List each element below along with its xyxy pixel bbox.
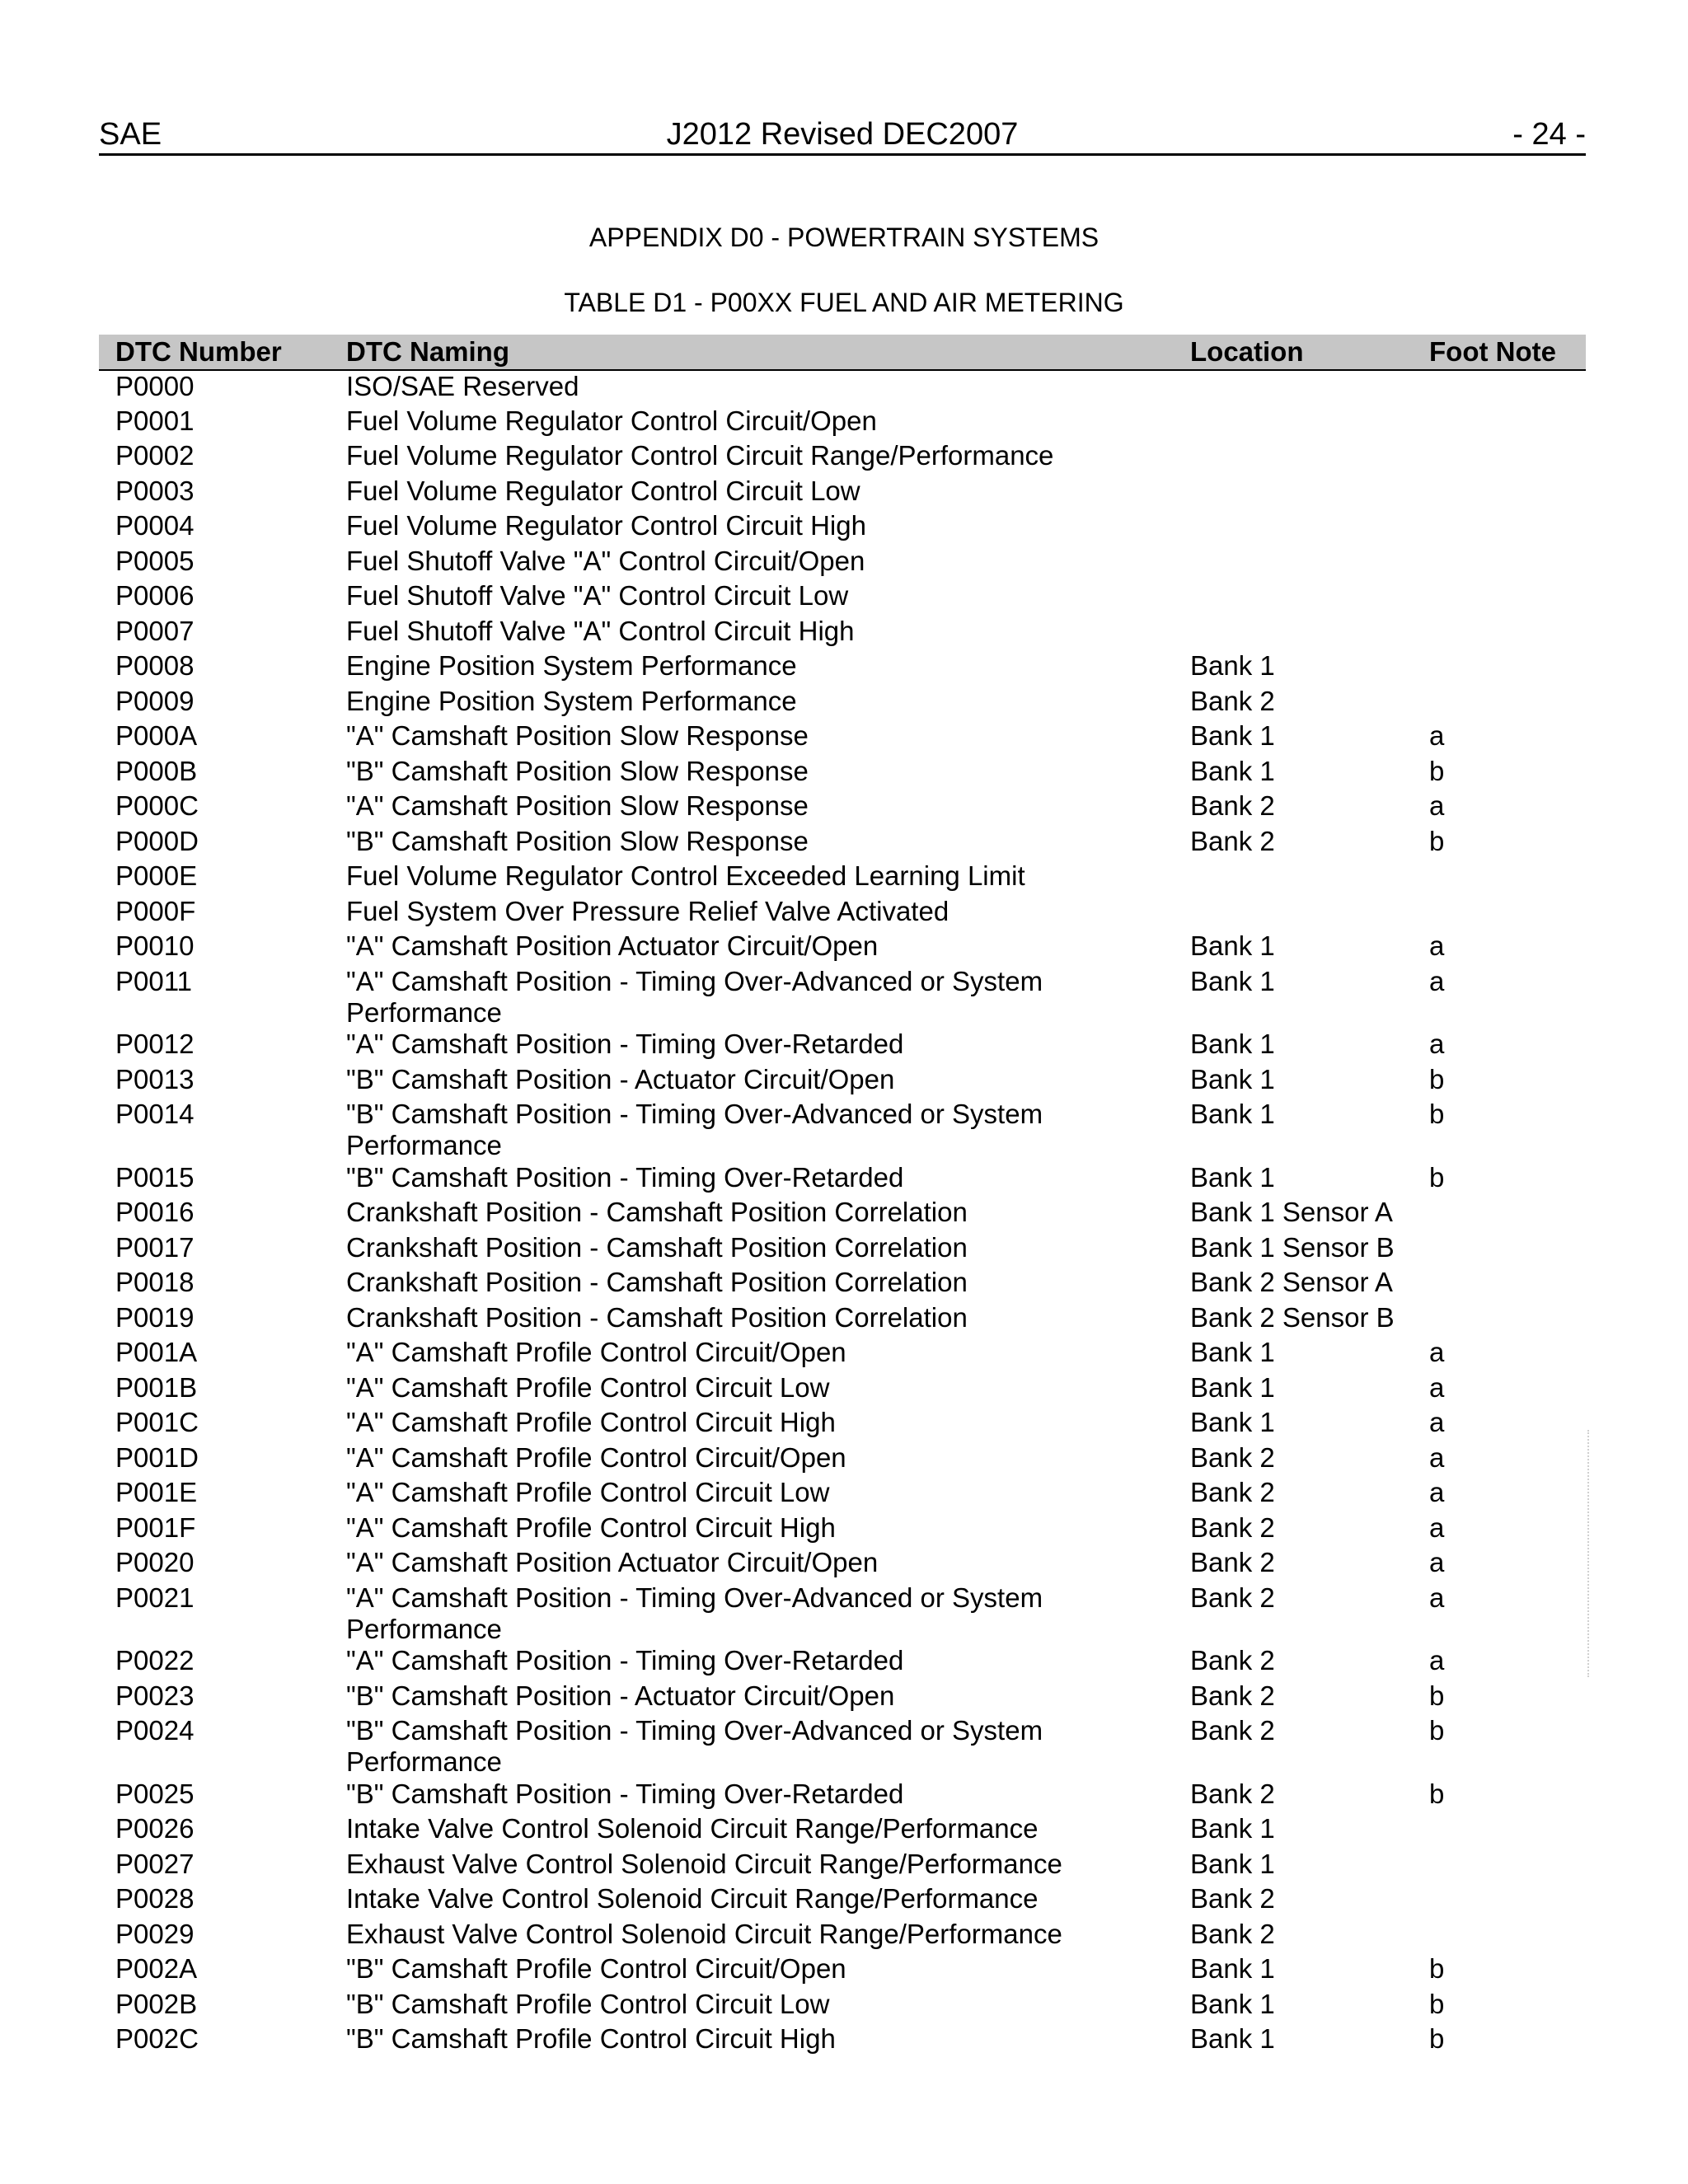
dtc-naming-text: "A" Camshaft Profile Control Circuit High bbox=[346, 1407, 836, 1437]
table-row bbox=[99, 1372, 1586, 1408]
table-row bbox=[99, 966, 1586, 1029]
table-row bbox=[99, 790, 1586, 826]
dtc-naming-text: "A" Camshaft Position Slow Response bbox=[346, 720, 809, 751]
location-cell: Bank 2 bbox=[1190, 825, 1275, 856]
dtc-naming-cell bbox=[346, 1645, 1190, 1680]
foot-note-cell: b bbox=[1429, 1063, 1445, 1094]
dtc-naming-cell bbox=[346, 1267, 1190, 1302]
header-page-number: - 24 - bbox=[1512, 117, 1586, 152]
dtc-naming-text: Exhaust Valve Control Solenoid Circuit Range/Performance bbox=[346, 1848, 1062, 1879]
location-cell: Bank 1 bbox=[1190, 1848, 1275, 1879]
dtc-naming-cell bbox=[346, 440, 1190, 476]
table-row bbox=[99, 1337, 1586, 1372]
location-cell: Bank 2 Sensor A bbox=[1190, 1267, 1393, 1297]
dtc-number-cell: P0022 bbox=[115, 1645, 195, 1675]
dtc-naming-cell bbox=[346, 476, 1190, 511]
dtc-number-cell: P001E bbox=[115, 1477, 198, 1507]
foot-note-cell bbox=[1429, 896, 1586, 931]
location-cell bbox=[1190, 616, 1429, 651]
location-cell: Bank 1 bbox=[1190, 1988, 1275, 2019]
table-row bbox=[99, 1407, 1586, 1442]
dtc-naming-text: Fuel Shutoff Valve "A" Control Circuit Low bbox=[346, 580, 849, 611]
dtc-naming-cell bbox=[346, 2023, 1190, 2059]
foot-note-cell: a bbox=[1429, 1645, 1445, 1675]
foot-note-cell: a bbox=[1429, 965, 1445, 996]
location-cell: Bank 2 bbox=[1190, 790, 1275, 821]
location-cell: Bank 2 bbox=[1190, 1511, 1275, 1543]
foot-note-cell: b bbox=[1429, 1099, 1445, 1129]
foot-note-cell bbox=[1429, 405, 1586, 441]
dtc-naming-cell bbox=[346, 1302, 1190, 1338]
dtc-naming-cell bbox=[346, 1680, 1190, 1716]
dtc-naming-text: "B" Camshaft Profile Control Circuit High bbox=[346, 2023, 836, 2054]
table-row bbox=[99, 1883, 1586, 1919]
dtc-naming-text: ISO/SAE Reserved bbox=[346, 371, 579, 401]
location-cell: Bank 1 bbox=[1190, 965, 1275, 996]
dtc-number-cell: P001A bbox=[115, 1337, 198, 1367]
table-row bbox=[99, 756, 1586, 791]
dtc-naming-text: "B" Camshaft Position - Timing Over-Advanced or System bbox=[346, 1099, 1043, 1129]
dtc-number-cell: P000C bbox=[115, 790, 199, 821]
dtc-number-cell: P0000 bbox=[115, 371, 195, 401]
dtc-naming-text: Crankshaft Position - Camshaft Position Correlation bbox=[346, 1231, 968, 1263]
dtc-naming-cell bbox=[346, 1779, 1190, 1814]
foot-note-cell: a bbox=[1429, 720, 1445, 751]
dtc-number-cell: P0017 bbox=[115, 1231, 195, 1263]
table-row bbox=[99, 1267, 1586, 1302]
dtc-naming-cell bbox=[346, 1547, 1190, 1582]
location-cell: Bank 2 bbox=[1190, 1680, 1275, 1711]
location-cell: Bank 1 Sensor A bbox=[1190, 1197, 1393, 1227]
table-row bbox=[99, 720, 1586, 756]
foot-note-cell bbox=[1429, 686, 1586, 721]
dtc-naming-cell bbox=[346, 720, 1190, 756]
dtc-naming-text: "A" Camshaft Position Actuator Circuit/Open bbox=[346, 930, 879, 961]
foot-note-cell bbox=[1429, 650, 1586, 686]
dtc-number-cell: P0025 bbox=[115, 1778, 195, 1809]
page-header bbox=[99, 115, 1586, 156]
dtc-naming-text: "A" Camshaft Profile Control Circuit/Open bbox=[346, 1337, 846, 1367]
dtc-naming-text: Fuel Volume Regulator Control Exceeded Learning Limit bbox=[346, 860, 1025, 891]
foot-note-cell: b bbox=[1429, 1715, 1445, 1746]
dtc-number-cell: P0016 bbox=[115, 1197, 195, 1227]
dtc-naming-text: "B" Camshaft Position Slow Response bbox=[346, 755, 809, 786]
table-row bbox=[99, 930, 1586, 966]
location-cell: Bank 2 bbox=[1190, 1477, 1275, 1507]
dtc-number-cell: P0010 bbox=[115, 930, 195, 961]
table-row bbox=[99, 860, 1586, 896]
dtc-number-cell: P0019 bbox=[115, 1301, 195, 1333]
column-header-dtc-number: DTC Number bbox=[99, 335, 346, 370]
dtc-naming-cell bbox=[346, 790, 1190, 826]
table-row bbox=[99, 510, 1586, 546]
dtc-naming-text: "A" Camshaft Position Actuator Circuit/Open bbox=[346, 1547, 879, 1577]
table-row bbox=[99, 1919, 1586, 1954]
dtc-number-cell: P0008 bbox=[115, 650, 195, 681]
dtc-naming-text: "B" Camshaft Profile Control Circuit/Open bbox=[346, 1953, 846, 1984]
dtc-naming-cell bbox=[346, 1372, 1190, 1408]
dtc-number-cell: P000E bbox=[115, 860, 198, 891]
table-row bbox=[99, 1232, 1586, 1268]
table-row bbox=[99, 1064, 1586, 1099]
dtc-naming-text: "A" Camshaft Position - Timing Over-Advanced or System bbox=[346, 965, 1043, 996]
location-cell: Bank 2 bbox=[1190, 1778, 1275, 1809]
foot-note-cell: b bbox=[1429, 1778, 1445, 1809]
dtc-naming-cell bbox=[346, 1919, 1190, 1954]
table-row bbox=[99, 1645, 1586, 1680]
table-row bbox=[99, 476, 1586, 511]
dtc-naming-text: "A" Camshaft Profile Control Circuit High bbox=[346, 1511, 836, 1543]
dtc-naming-text: Intake Valve Control Solenoid Circuit Range/Performance bbox=[346, 1883, 1039, 1914]
dtc-number-cell: P0015 bbox=[115, 1161, 195, 1193]
table-row bbox=[99, 1813, 1586, 1849]
dtc-naming-text: Fuel Volume Regulator Control Circuit High bbox=[346, 510, 866, 541]
table-row bbox=[99, 1162, 1586, 1197]
dtc-number-cell: P000A bbox=[115, 720, 198, 751]
foot-note-cell: a bbox=[1429, 790, 1445, 821]
dtc-naming-text: Fuel System Over Pressure Relief Valve Activated bbox=[346, 895, 950, 926]
dtc-naming-cell bbox=[346, 405, 1190, 441]
dtc-number-cell: P001C bbox=[115, 1407, 199, 1437]
foot-note-cell bbox=[1429, 1883, 1586, 1919]
foot-note-cell: b bbox=[1429, 1161, 1445, 1193]
table-row bbox=[99, 580, 1586, 616]
table-row bbox=[99, 1302, 1586, 1338]
location-cell: Bank 1 bbox=[1190, 1337, 1275, 1367]
foot-note-cell: a bbox=[1429, 1441, 1445, 1473]
column-header-location: Location bbox=[1190, 335, 1429, 370]
location-cell: Bank 2 bbox=[1190, 1582, 1275, 1613]
table-body bbox=[99, 370, 1586, 2059]
dtc-number-cell: P000B bbox=[115, 755, 198, 786]
dtc-number-cell: P0028 bbox=[115, 1883, 195, 1914]
dtc-naming-cell bbox=[346, 1582, 1190, 1646]
dtc-naming-text: Fuel Volume Regulator Control Circuit/Open bbox=[346, 405, 877, 436]
foot-note-cell: a bbox=[1429, 1582, 1445, 1613]
header-document-id: J2012 Revised DEC2007 bbox=[666, 117, 1019, 152]
dtc-naming-cell bbox=[346, 1029, 1190, 1064]
location-cell bbox=[1190, 896, 1429, 931]
foot-note-cell: b bbox=[1429, 1953, 1445, 1984]
dtc-number-cell: P0011 bbox=[115, 965, 192, 996]
table-row bbox=[99, 1547, 1586, 1582]
dtc-naming-cell bbox=[346, 1442, 1190, 1478]
header-org: SAE bbox=[99, 117, 162, 152]
table-row bbox=[99, 686, 1586, 721]
dtc-number-cell: P000F bbox=[115, 895, 196, 926]
dtc-number-cell: P0006 bbox=[115, 580, 195, 611]
location-cell bbox=[1190, 476, 1429, 511]
foot-note-cell: b bbox=[1429, 825, 1445, 856]
dtc-naming-text: Fuel Volume Regulator Control Circuit Low bbox=[346, 475, 860, 506]
dtc-naming-cell bbox=[346, 1715, 1190, 1779]
dtc-number-cell: P0003 bbox=[115, 475, 195, 506]
location-cell: Bank 1 bbox=[1190, 2023, 1275, 2054]
dtc-naming-text: "B" Camshaft Position - Timing Over-Retarded bbox=[346, 1161, 904, 1193]
dtc-naming-cell bbox=[346, 650, 1190, 686]
location-cell bbox=[1190, 580, 1429, 616]
dtc-naming-text: "A" Camshaft Profile Control Circuit Low bbox=[346, 1371, 830, 1403]
location-cell: Bank 1 Sensor B bbox=[1190, 1231, 1395, 1263]
foot-note-cell bbox=[1429, 1813, 1586, 1849]
table-row bbox=[99, 370, 1586, 405]
dtc-number-cell: P0029 bbox=[115, 1918, 195, 1949]
dtc-number-cell: P0018 bbox=[115, 1267, 195, 1297]
dtc-naming-cell bbox=[346, 1849, 1190, 1884]
dtc-naming-cell bbox=[346, 686, 1190, 721]
dtc-naming-continuation: Performance bbox=[346, 1613, 502, 1644]
table-row bbox=[99, 1197, 1586, 1232]
table-header bbox=[99, 335, 1586, 370]
table-row bbox=[99, 826, 1586, 861]
table-row bbox=[99, 1680, 1586, 1716]
dtc-naming-text: "A" Camshaft Position - Timing Over-Retarded bbox=[346, 1645, 904, 1675]
table-row bbox=[99, 650, 1586, 686]
table-row bbox=[99, 1442, 1586, 1478]
dtc-number-cell: P000D bbox=[115, 825, 199, 856]
dtc-naming-continuation: Performance bbox=[346, 1746, 502, 1777]
dtc-naming-cell bbox=[346, 370, 1190, 405]
dtc-number-cell: P0026 bbox=[115, 1813, 195, 1844]
location-cell: Bank 2 Sensor B bbox=[1190, 1301, 1395, 1333]
dtc-naming-text: "A" Camshaft Profile Control Circuit/Open bbox=[346, 1441, 846, 1473]
dtc-naming-text: Crankshaft Position - Camshaft Position Correlation bbox=[346, 1197, 968, 1227]
location-cell: Bank 1 bbox=[1190, 1099, 1275, 1129]
dtc-number-cell: P001D bbox=[115, 1441, 199, 1473]
foot-note-cell: a bbox=[1429, 1477, 1445, 1507]
location-cell: Bank 1 bbox=[1190, 1407, 1275, 1437]
dtc-naming-text: Fuel Shutoff Valve "A" Control Circuit/Open bbox=[346, 545, 865, 576]
dtc-naming-cell bbox=[346, 1162, 1190, 1197]
location-cell: Bank 1 bbox=[1190, 755, 1275, 786]
location-cell: Bank 2 bbox=[1190, 1645, 1275, 1675]
dtc-naming-cell bbox=[346, 826, 1190, 861]
dtc-number-cell: P0020 bbox=[115, 1547, 195, 1577]
table-row bbox=[99, 1512, 1586, 1548]
dtc-number-cell: P0027 bbox=[115, 1848, 195, 1879]
dtc-naming-cell bbox=[346, 1099, 1190, 1162]
dtc-naming-cell bbox=[346, 966, 1190, 1029]
dtc-number-cell: P0005 bbox=[115, 545, 195, 576]
dtc-naming-text: Fuel Shutoff Valve "A" Control Circuit High bbox=[346, 615, 855, 646]
location-cell: Bank 2 bbox=[1190, 1547, 1275, 1577]
location-cell bbox=[1190, 370, 1429, 405]
location-cell: Bank 2 bbox=[1190, 685, 1275, 716]
dtc-naming-text: "B" Camshaft Position - Actuator Circuit/Open bbox=[346, 1063, 895, 1094]
dtc-naming-cell bbox=[346, 756, 1190, 791]
table-row bbox=[99, 616, 1586, 651]
column-header-dtc-naming: DTC Naming bbox=[346, 335, 1190, 370]
location-cell bbox=[1190, 510, 1429, 546]
location-cell: Bank 1 bbox=[1190, 1029, 1275, 1059]
foot-note-cell: b bbox=[1429, 2023, 1445, 2054]
location-cell: Bank 2 bbox=[1190, 1715, 1275, 1746]
column-header-foot-note: Foot Note bbox=[1429, 335, 1586, 370]
table-row bbox=[99, 546, 1586, 581]
table-row bbox=[99, 1099, 1586, 1162]
table-row bbox=[99, 896, 1586, 931]
dtc-naming-text: Fuel Volume Regulator Control Circuit Range/Performance bbox=[346, 440, 1054, 471]
table-title: TABLE D1 - P00XX FUEL AND AIR METERING bbox=[564, 288, 1124, 317]
location-cell: Bank 2 bbox=[1190, 1441, 1275, 1473]
dtc-number-cell: P0021 bbox=[115, 1582, 195, 1613]
table-header-row bbox=[99, 335, 1586, 370]
dtc-naming-cell bbox=[346, 1232, 1190, 1268]
location-cell: Bank 2 bbox=[1190, 1883, 1275, 1914]
foot-note-cell: a bbox=[1429, 1029, 1445, 1059]
foot-note-cell bbox=[1429, 860, 1586, 896]
dtc-number-cell: P0013 bbox=[115, 1063, 195, 1094]
dtc-naming-cell bbox=[346, 1064, 1190, 1099]
foot-note-cell bbox=[1429, 476, 1586, 511]
dtc-number-cell: P002A bbox=[115, 1953, 198, 1984]
dtc-naming-text: "A" Camshaft Position - Timing Over-Advanced or System bbox=[346, 1582, 1043, 1613]
table-row bbox=[99, 1989, 1586, 2024]
table-row bbox=[99, 405, 1586, 441]
dtc-naming-cell bbox=[346, 1989, 1190, 2024]
dtc-naming-cell bbox=[346, 1512, 1190, 1548]
location-cell: Bank 1 bbox=[1190, 930, 1275, 961]
dtc-number-cell: P0002 bbox=[115, 440, 195, 471]
dtc-naming-cell bbox=[346, 510, 1190, 546]
foot-note-cell: b bbox=[1429, 1988, 1445, 2019]
dtc-naming-cell bbox=[346, 1813, 1190, 1849]
location-cell: Bank 1 bbox=[1190, 1161, 1275, 1193]
foot-note-cell bbox=[1429, 1232, 1586, 1268]
dtc-naming-cell bbox=[346, 1337, 1190, 1372]
dtc-number-cell: P0009 bbox=[115, 685, 195, 716]
dtc-naming-cell bbox=[346, 1477, 1190, 1512]
foot-note-cell bbox=[1429, 546, 1586, 581]
location-cell: Bank 1 bbox=[1190, 650, 1275, 681]
dtc-naming-cell bbox=[346, 616, 1190, 651]
location-cell bbox=[1190, 405, 1429, 441]
foot-note-cell bbox=[1429, 370, 1586, 405]
dtc-table bbox=[99, 335, 1586, 2059]
foot-note-cell bbox=[1429, 616, 1586, 651]
location-cell: Bank 1 bbox=[1190, 1953, 1275, 1984]
dtc-naming-text: Crankshaft Position - Camshaft Position Correlation bbox=[346, 1267, 968, 1297]
dtc-number-cell: P0012 bbox=[115, 1029, 195, 1059]
dtc-number-cell: P002C bbox=[115, 2023, 199, 2054]
foot-note-cell bbox=[1429, 440, 1586, 476]
dtc-naming-text: "B" Camshaft Position - Timing Over-Retarded bbox=[346, 1778, 904, 1809]
dtc-naming-text: "B" Camshaft Profile Control Circuit Low bbox=[346, 1988, 830, 2019]
foot-note-cell bbox=[1429, 1849, 1586, 1884]
foot-note-cell: a bbox=[1429, 1337, 1445, 1367]
dtc-naming-text: Intake Valve Control Solenoid Circuit Range/Performance bbox=[346, 1813, 1039, 1844]
foot-note-cell: a bbox=[1429, 1511, 1445, 1543]
location-cell: Bank 1 bbox=[1190, 720, 1275, 751]
dtc-naming-cell bbox=[346, 896, 1190, 931]
dtc-naming-text: "A" Camshaft Position Slow Response bbox=[346, 790, 809, 821]
table-row bbox=[99, 1953, 1586, 1989]
dtc-naming-cell bbox=[346, 930, 1190, 966]
foot-note-cell: a bbox=[1429, 1407, 1445, 1437]
foot-note-cell: a bbox=[1429, 930, 1445, 961]
dtc-naming-text: Engine Position System Performance bbox=[346, 650, 797, 681]
dtc-number-cell: P0024 bbox=[115, 1715, 195, 1746]
table-row bbox=[99, 440, 1586, 476]
dtc-naming-cell bbox=[346, 1407, 1190, 1442]
dtc-number-cell: P002B bbox=[115, 1988, 198, 2019]
foot-note-cell: b bbox=[1429, 755, 1445, 786]
dtc-number-cell: P001B bbox=[115, 1371, 198, 1403]
foot-note-cell bbox=[1429, 1302, 1586, 1338]
dtc-naming-text: "A" Camshaft Position - Timing Over-Retarded bbox=[346, 1029, 904, 1059]
location-cell bbox=[1190, 440, 1429, 476]
location-cell: Bank 1 bbox=[1190, 1063, 1275, 1094]
table-row bbox=[99, 1779, 1586, 1814]
table-row bbox=[99, 1715, 1586, 1779]
location-cell: Bank 1 bbox=[1190, 1813, 1275, 1844]
foot-note-cell: a bbox=[1429, 1547, 1445, 1577]
dtc-naming-text: "B" Camshaft Position - Timing Over-Advanced or System bbox=[346, 1715, 1043, 1746]
location-cell bbox=[1190, 860, 1429, 896]
margin-marks bbox=[1587, 1430, 1592, 1677]
foot-note-cell bbox=[1429, 1919, 1586, 1954]
dtc-naming-cell bbox=[346, 580, 1190, 616]
foot-note-cell: b bbox=[1429, 1680, 1445, 1711]
table-row bbox=[99, 1029, 1586, 1064]
dtc-naming-text: Engine Position System Performance bbox=[346, 685, 797, 716]
dtc-naming-text: Exhaust Valve Control Solenoid Circuit Range/Performance bbox=[346, 1918, 1062, 1949]
table-row bbox=[99, 2023, 1586, 2059]
foot-note-cell bbox=[1429, 580, 1586, 616]
table-row bbox=[99, 1477, 1586, 1512]
location-cell bbox=[1190, 546, 1429, 581]
foot-note-cell bbox=[1429, 1197, 1586, 1232]
location-cell: Bank 2 bbox=[1190, 1918, 1275, 1949]
dtc-naming-continuation: Performance bbox=[346, 996, 502, 1028]
foot-note-cell: a bbox=[1429, 1371, 1445, 1403]
dtc-naming-cell bbox=[346, 546, 1190, 581]
dtc-number-cell: P0023 bbox=[115, 1680, 195, 1711]
appendix-title: APPENDIX D0 - POWERTRAIN SYSTEMS bbox=[588, 223, 1100, 252]
foot-note-cell bbox=[1429, 510, 1586, 546]
dtc-naming-cell bbox=[346, 860, 1190, 896]
dtc-naming-cell bbox=[346, 1953, 1190, 1989]
dtc-naming-text: Crankshaft Position - Camshaft Position Correlation bbox=[346, 1301, 968, 1333]
table-row bbox=[99, 1849, 1586, 1884]
dtc-naming-cell bbox=[346, 1883, 1190, 1919]
dtc-naming-cell bbox=[346, 1197, 1190, 1232]
dtc-naming-text: "A" Camshaft Profile Control Circuit Low bbox=[346, 1477, 830, 1507]
foot-note-cell bbox=[1429, 1267, 1586, 1302]
dtc-number-cell: P0014 bbox=[115, 1099, 195, 1129]
dtc-naming-text: "B" Camshaft Position Slow Response bbox=[346, 825, 809, 856]
dtc-naming-continuation: Performance bbox=[346, 1130, 502, 1160]
dtc-number-cell: P0007 bbox=[115, 615, 195, 646]
table-row bbox=[99, 1582, 1586, 1646]
dtc-naming-text: "B" Camshaft Position - Actuator Circuit/Open bbox=[346, 1680, 895, 1711]
dtc-number-cell: P0004 bbox=[115, 510, 195, 541]
location-cell: Bank 1 bbox=[1190, 1371, 1275, 1403]
dtc-number-cell: P0001 bbox=[115, 405, 195, 436]
dtc-number-cell: P001F bbox=[115, 1511, 196, 1543]
